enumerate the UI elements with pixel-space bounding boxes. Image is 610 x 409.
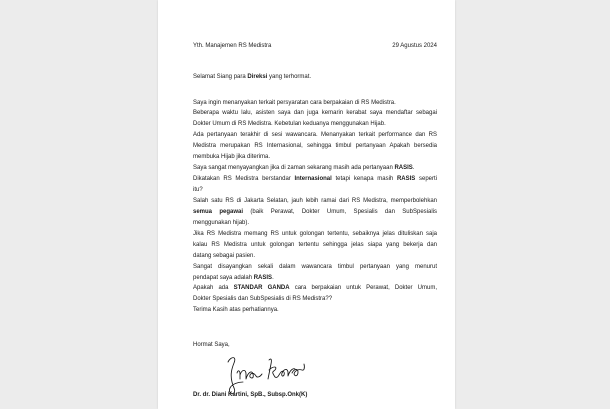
body-text: tetapi kenapa masih — [331, 176, 397, 183]
body-line — [193, 273, 437, 284]
body-line — [193, 108, 437, 119]
recipient: Yth. Manajemen RS Medistra — [193, 42, 272, 49]
closing: Hormat Saya, — [193, 341, 230, 348]
greeting-text: Selamat Siang para — [193, 73, 248, 80]
emphasis-text: Direksi — [247, 73, 268, 80]
body-text: Beberapa waktu lalu, asisten saya dan juga kemarin kerabat saya mendaftar sebagai — [193, 110, 437, 117]
body-text: . — [272, 274, 274, 281]
body-text: pendapat saya adalah — [193, 274, 254, 281]
body-text: membuka Hijab jika diterima. — [193, 154, 271, 161]
letter-date: 29 Agustus 2024 — [392, 42, 437, 49]
emphasis-text: RASIS — [253, 274, 273, 281]
body-text: Dokter Umum di RS Medistra. Kebetulan keduanya menggunakan Hijab. — [193, 121, 386, 128]
body-line — [193, 229, 437, 240]
body-line — [193, 294, 437, 305]
body-line — [193, 174, 437, 185]
body-line — [193, 218, 437, 229]
body-text: kalau RS Medistra untuk golongan tertentu sehingga jelas siapa yang bekerja dan — [193, 241, 437, 248]
emphasis-text: RASIS — [396, 176, 416, 183]
emphasis-text: Internasional — [294, 176, 332, 183]
letter-body — [193, 98, 437, 317]
body-text: Salah satu RS di Jakarta Selatan, jauh lebih ramai dari RS Medistra, memperbolehkan — [193, 197, 437, 204]
body-line — [193, 130, 437, 141]
body-text: Sangat disayangkan sekali dalam wawancara timbul pertanyaan yang menurut — [193, 263, 437, 270]
body-line — [193, 152, 437, 163]
emphasis-text: semua pegawai — [193, 208, 244, 215]
body-text: seperti — [415, 176, 437, 183]
letter-header — [193, 41, 437, 52]
signer-name: Dr. dr. Diani Kartini, SpB., Subsp.Onk(K) — [193, 391, 308, 398]
body-line — [193, 262, 437, 273]
body-text: (baik Perawat, Dokter Umum, Spesialis dan SubSpesialis — [243, 208, 437, 215]
body-text: Saya ingin menanyakan terkait persyaratan cara berpakaian di RS Medistra. — [193, 99, 396, 106]
body-text: Terima Kasih atas perhatiannya. — [193, 307, 279, 314]
body-line — [193, 119, 437, 130]
body-text: Dikatakan RS Medistra berstandar — [193, 176, 295, 183]
body-line — [193, 196, 437, 207]
emphasis-text: STANDAR GANDA — [233, 285, 290, 292]
body-line — [193, 251, 437, 262]
body-line — [193, 141, 437, 152]
body-line — [193, 240, 437, 251]
body-text: menggunakan hijab). — [193, 219, 250, 226]
body-text: Ada pertanyaan terakhir di sesi wawancara. Menanyakan terkait performance dan RS — [193, 132, 437, 139]
body-text: Apakah ada — [193, 285, 234, 292]
body-text: . — [412, 165, 415, 172]
body-text: Medistra merupakan RS Internasional, sehingga timbul pertanyaan Apakah bersedia — [193, 143, 437, 150]
body-line — [193, 98, 437, 109]
body-text: cara berpakaian untuk Perawat, Dokter Umum, — [289, 285, 437, 292]
greeting — [193, 72, 437, 83]
emphasis-text: RASIS — [394, 165, 413, 172]
greeting-text: yang terhormat. — [267, 73, 312, 80]
body-line — [193, 207, 437, 218]
body-text: datang sebagai pasien. — [193, 252, 256, 259]
body-text: itu? — [193, 187, 203, 193]
body-line — [193, 185, 437, 196]
body-line — [193, 283, 437, 294]
body-text: Jika RS Medistra memang RS untuk golongan tertentu, sebaiknya jelas dituliskan saja — [193, 230, 437, 237]
body-line — [193, 305, 437, 316]
body-line — [193, 163, 437, 174]
letter-page — [158, 0, 455, 409]
body-text: Saya sangat menyayangkan jika di zaman sekarang masih ada pertanyaan — [193, 165, 395, 172]
body-text: Dokter Spesialis dan SubSpesialis di RS Medistra?? — [193, 296, 333, 303]
